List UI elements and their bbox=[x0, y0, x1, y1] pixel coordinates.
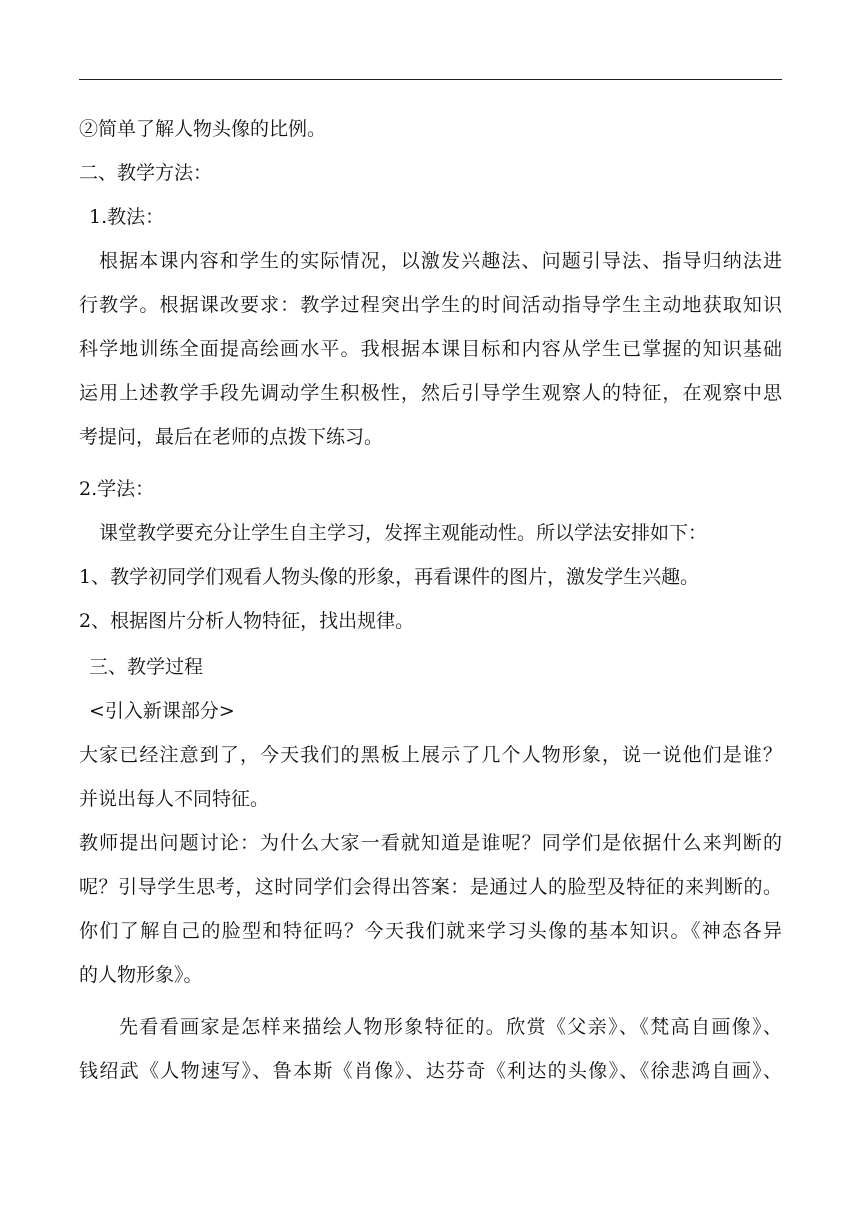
paragraph-line: 的人物形象》。 bbox=[79, 964, 203, 986]
paragraph-line: 科学地训练全面提高绘画水平。我根据本课目标和内容从学生已掌握的知识基础 bbox=[79, 338, 782, 360]
paragraph-line: 钱绍武《人物速写》、鲁本斯《肖像》、达芬奇《利达的头像》、《徐悲鸿自画》、 bbox=[79, 1060, 782, 1082]
paragraph-line: 运用上述教学手段先调动学生积极性，然后引导学生观察人的特征，在观察中思 bbox=[79, 382, 782, 404]
heading-teaching-process: 三、教学过程 bbox=[89, 656, 204, 678]
paragraph-line: 根据本课内容和学生的实际情况，以激发兴趣法、问题引导法、指导归纳法进 bbox=[99, 250, 782, 272]
paragraph-line: 行教学。根据课改要求：教学过程突出学生的时间活动指导学生主动地获取知识 bbox=[79, 294, 782, 316]
list-item: 1、教学初同学们观看人物头像的形象，再看课件的图片，激发学生兴趣。 bbox=[79, 566, 700, 588]
heading-teaching-methods: 二、教学方法： bbox=[79, 162, 213, 184]
subheading-learning-method: 2.学法： bbox=[79, 478, 155, 500]
header-rule bbox=[79, 79, 782, 80]
paragraph-line: 呢？引导学生思考，这时同学们会得出答案：是通过人的脸型及特征的来判断的。 bbox=[79, 876, 782, 898]
subheading-teaching-method: 1.教法： bbox=[89, 206, 165, 228]
paragraph-line: 课堂教学要充分让学生自主学习，发挥主观能动性。所以学法安排如下： bbox=[99, 522, 708, 544]
paragraph-line: 你们了解自己的脸型和特征吗？今天我们就来学习头像的基本知识。《神态各异 bbox=[79, 920, 782, 942]
paragraph-line: 教师提出问题讨论：为什么大家一看就知道是谁呢？同学们是依据什么来判断的 bbox=[79, 832, 782, 854]
paragraph-line: 大家已经注意到了，今天我们的黑板上展示了几个人物形象，说一说他们是谁？ bbox=[79, 744, 782, 766]
paragraph-line: 考提问，最后在老师的点拨下练习。 bbox=[79, 426, 384, 448]
paragraph-line: 先看看画家是怎样来描绘人物形象特征的。欣赏《父亲》、《梵高自画像》、 bbox=[119, 1016, 782, 1038]
paragraph-line: 并说出每人不同特征。 bbox=[79, 788, 270, 810]
text-line-objective-2: ②简单了解人物头像的比例。 bbox=[79, 118, 327, 140]
list-item: 2、根据图片分析人物特征，找出规律。 bbox=[79, 610, 415, 632]
section-label-intro: <引入新课部分> bbox=[89, 700, 235, 722]
